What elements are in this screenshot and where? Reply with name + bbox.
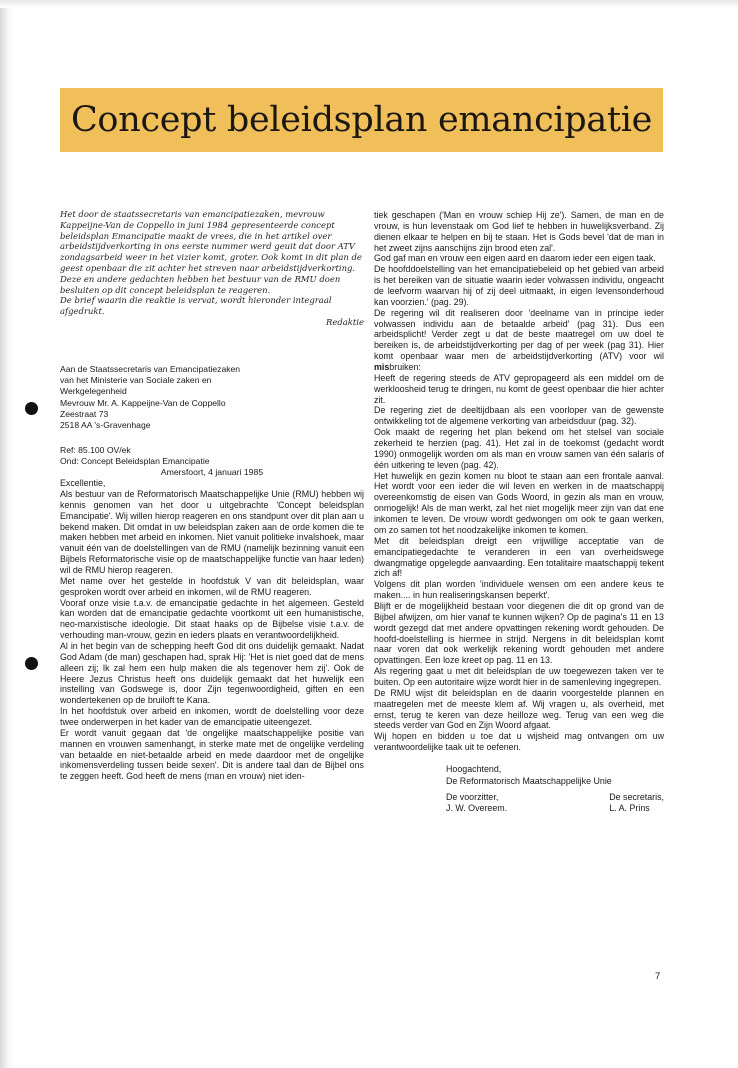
scan-shadow-edge <box>0 0 14 1068</box>
address-line: Mevrouw Mr. A. Kappeijne-Van de Coppello <box>60 397 226 408</box>
letter-paragraph: De hoofddoelstelling van het emancipatiebeleid op het gebied van arbeid is het bereiken van de situatie waarin ieder volwassen individu, ongeacht de leefvorm waarvan hij of zij deel uitmaakt, in eigen levensonderhoud kan voorzien.' (pag. 29). <box>374 264 664 307</box>
reference-line: Ref: 85.100 OV/ek <box>60 444 131 455</box>
address-line: van het Ministerie van Sociale zaken en <box>60 375 212 386</box>
salutation: Excellentie, <box>60 478 106 489</box>
letter-paragraph: Met name over het gestelde in hoofdstuk V van dit beleidsplan, waar gesproken wordt over arbeid en inkomen, wil de RMU reageren. <box>60 575 364 597</box>
letter-paragraph: tiek geschapen ('Man en vrouw schiep Hij ze'). Samen, de man en de vrouw, is hun levenstaak om God lief te hebben in huwelijksverband. Zij dienen elkaar te helpen en bij te staan. Het is Gods bevel 'dat de man in het zweet zijns aanschijns zijn brood eten zal'. <box>374 210 664 253</box>
letter-paragraph: Volgens dit plan worden 'individuele wensen om een andere keus te maken.... in hun realiseringskansen beperkt'. <box>374 579 664 601</box>
page-title: Concept beleidsplan emancipatie <box>70 100 653 140</box>
signatory-name: J. W. Overeem. <box>446 802 508 813</box>
paragraph-text-end: bruiken: <box>389 362 421 373</box>
paragraph-text: De regering wil dit realiseren door 'deelname van in principe ieder volwassen individu aan de betaalde arbeid' (pag 31). Dus een arbeidsplicht! Verder zegt u dat de beste maatregel om uw doel te bereiken is, de arbeidstijdverkorting per dag of per week (pag 31). Hier komt openbaar waar men de arbeidstijdverkorting (ATV) voor wil <box>374 307 664 362</box>
signatory-secretary <box>609 792 664 814</box>
letter-paragraph: Al in het begin van de schepping heeft God dit ons duidelijk gemaakt. Nadat God Adam (de man) geschapen had, sprak Hij: 'Het is niet goed dat de mens alleen zij; Ik zal hem een hulp maken die als tegenover hem zij'. Ook de Heere Jezus Christus heeft ons duidelijk gemaakt dat het huwelijk een instelling van Godswege is, door Zijn tegenwoordigheid, giften en een wondertekenen op de bruiloft te Kana. <box>60 641 364 706</box>
letter-paragraph: Heeft de regering steeds de ATV gepropageerd als een middel om de werkloosheid terug te dringen, nu komt de geest openbaar die hier achter zit. <box>374 372 664 405</box>
signatory-chair <box>446 792 507 814</box>
scan-shadow-top <box>0 0 738 8</box>
letter-paragraph: God gaf man en vrouw een eigen aard en daarom ieder een eigen taak. <box>374 253 656 264</box>
intro-signature: Redaktie <box>326 316 364 327</box>
margin-bullet-2 <box>25 657 38 670</box>
title-banner <box>60 88 663 152</box>
signatories <box>446 792 664 814</box>
emphasis-mis: mis <box>374 362 390 373</box>
editorial-intro <box>60 209 364 328</box>
margin-bullet-1 <box>25 402 38 415</box>
letter-paragraph: Als regering gaat u met dit beleidsplan de uw toegewezen taken ver te buiten. Op een autoritaire wijze wordt hier in de samenleving ingegrepen. <box>374 666 664 687</box>
left-column <box>60 209 364 782</box>
intro-paragraph: De brief waarin die reaktie is vervat, wordt hieronder integraal afgedrukt. <box>60 295 332 317</box>
letter-paragraph: Wij hopen en bidden u toe dat u wijsheid mag ontvangen om uw verantwoordelijke taak uit te oefenen. <box>374 731 664 753</box>
signatory-name: L. A. Prins <box>609 802 650 813</box>
closing-organisation: De Reformatorisch Maatschappelijke Unie <box>446 776 612 787</box>
letter-paragraph: Vooraf onze visie t.a.v. de emancipatie gedachte in het algemeen. Gesteld kan worden dat de emancipatie gedachte voortkomt uit een humanistische, neo-marxistische ideologie. Dit staat haaks op de Bijbelse visie t.a.v. de verhouding man-vrouw, gezin en ieders plaats en verantwoordelijkheid. <box>60 597 364 641</box>
address-line: Werkgelegenheid <box>60 386 127 397</box>
letter-paragraph: Blijft er de mogelijkheid bestaan voor diegenen die dit op grond van de Bijbel afwijzen, om hier vanaf te kunnen wijken? Op de pagina's 11 en 13 wordt gezegd dat met andere opvattingen rekening wordt gehouden. De hoofd-doelstelling is hiermee in strijd. Nergens in dit beleidsplan komt naar voren dat ook werkelijk rekening wordt gehouden met andere opvattingen. Een loze kreet op pag. 11 en 13. <box>374 600 664 666</box>
letter-paragraph <box>374 308 664 373</box>
address-line: Aan de Staatssecretaris van Emancipatiezaken <box>60 363 241 374</box>
closing-greeting: Hoogachtend, <box>446 763 502 774</box>
date-line: Amersfoort, 4 januari 1985 <box>160 467 264 478</box>
right-column <box>374 210 664 814</box>
letter-paragraph: De regering ziet de deeltijdbaan als een voorloper van de gewenste ontwikkeling tot de algemene verkorting van arbeidsduur (pag. 32). <box>374 405 664 427</box>
address-line: Zeestraat 73 <box>60 408 109 419</box>
letter-paragraph: Met dit beleidsplan dreigt een vrijwillige acceptatie van de emancipatiegedachte te veranderen in een van overheidswege dwangmatige opgelegde aanvaarding. Een totalitaire maatschappij tekent zich af! <box>374 535 664 579</box>
letter-paragraph: De RMU wijst dit beleidsplan en de daarin voorgestelde plannen en maatregelen met de meeste klem af. Wij vragen u, als overheid, met ernst, terug te keren van deze heilloze weg. Terug van een weg die steeds verder van God en Zijn Woord afgaat. <box>374 687 664 731</box>
letter-paragraph: In het hoofdstuk over arbeid en inkomen, wordt de doelstelling voor deze twee onderwerpen in het kader van de emancipatie uiteengezet. <box>60 706 364 728</box>
page-number: 7 <box>655 971 661 982</box>
letter-paragraph: Als bestuur van de Reformatorisch Maatschappelijke Unie (RMU) hebben wij kennis genomen van het door u uitgebrachte 'Concept beleidsplan Emancipatie'. Wij willen hierop reageren en ons standpunt over dit plan aan u bekend maken. Dit omdat in uw beleidsplan zaken aan de orde komen die te maken hebben met arbeid en inkomen. Niet vanuit politieke invalshoek, maar vanuit één van de doelstellingen van de RMU (namelijk bezinning vanuit een Bijbels Reformatorische visie op de maatschappelijke functie van haar leden) wil de RMU hierop reageren. <box>60 489 364 576</box>
letter-closing <box>374 763 664 814</box>
address-line: 2518 AA 's-Gravenhage <box>60 420 151 431</box>
signatory-role: De voorzitter, <box>446 791 499 802</box>
letter-paragraph: Ook maakt de regering het plan bekend om het stelsel van sociale zekerheid te herzien (pag. 41). Het zal in de toekomst (gedacht wordt 1990) onmogelijk worden om als man en vrouw samen van één salaris of één uitkering te leven (pag. 42). <box>374 427 664 470</box>
letter-paragraph: Het huwelijk en gezin komen nu bloot te staan aan een frontale aanval. Het wordt voor een ieder die wil leven en werken in de maatschappij overeenkomstig de eisen van Gods Woord, in gezin als man en vrouw, onmogelijk! Als de man werkt, zal het niet mogelijk meer zijn van dat ene inkomen te leven. De vrouw wordt gedwongen om ook te gaan werken, om zo samen tot het noodzakelijke inkomen te komen. <box>374 470 664 535</box>
addressee-block <box>60 364 364 432</box>
intro-paragraph: Deze en andere gedachten hebben het bestuur van de RMU doen besluiten op dit concept beleidsplan te reageren. <box>60 273 341 295</box>
letter-body-left <box>60 489 364 782</box>
subject-line: Ond: Concept Beleidsplan Emancipatie <box>60 455 210 466</box>
reference-block <box>60 445 364 468</box>
signatory-role: De secretaris, <box>609 791 664 802</box>
intro-paragraph: Het door de staatssecretaris van emancipatiezaken, mevrouw Kappeijne-Van de Coppello in juni 1984 gepresenteerde concept beleidsplan Emancipatie maakt de vrees, die in het artikel over arbeidstijdverkorting in ons eerste nummer werd geuit dat door ATV zondagsarbeid weer in het vizier komt, groter. Ook komt in dit plan de geest openbaar die zit achter het streven naar arbeidstijdverkorting. <box>60 209 362 273</box>
letter-paragraph: Er wordt vanuit gegaan dat 'de ongelijke maatschappelijke positie van mannen en vrouwen samenhangt, in sterke mate met de ongelijke verdeling van betaalde en niet-betaalde arbeid en mede daardoor met de ongelijke inkomensverdeling tussen beide sexen'. Dit is andere taal dan de Bijbel ons te zeggen heeft. God heeft de mens (man en vrouw) niet iden- <box>60 727 364 782</box>
